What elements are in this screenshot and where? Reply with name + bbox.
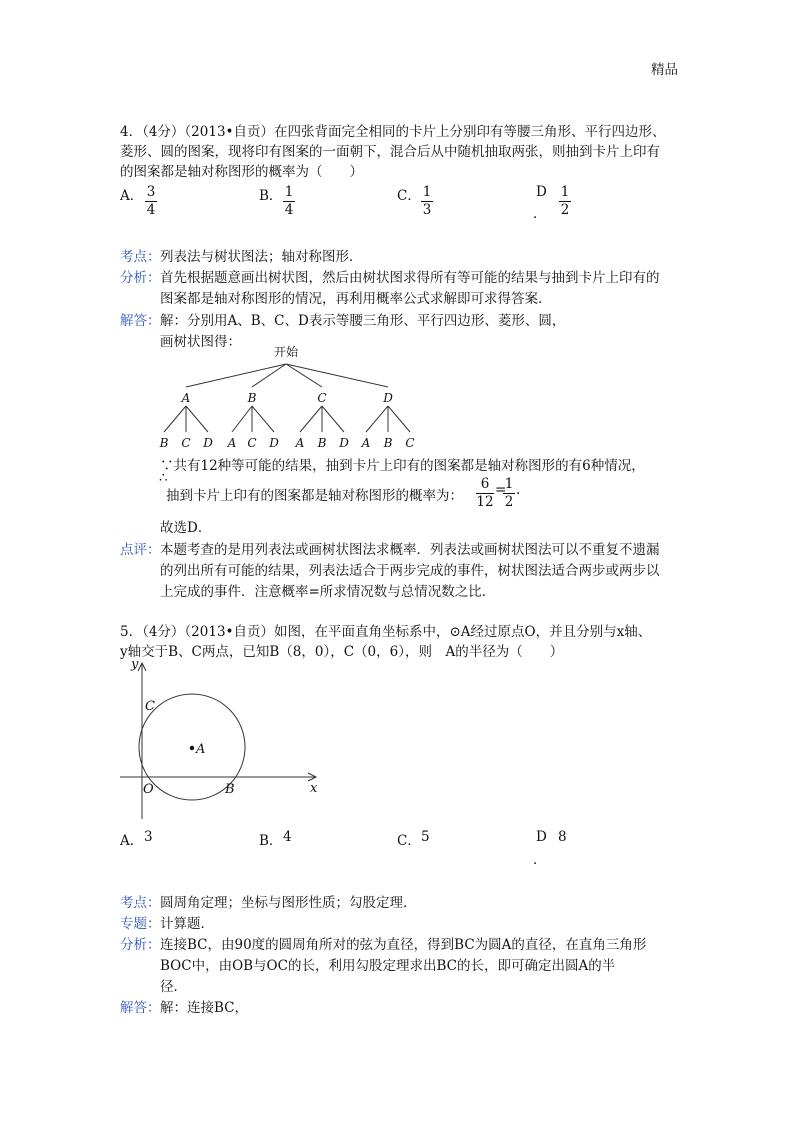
therefore-symbol: ∴ — [159, 470, 168, 486]
option-fraction: 1 2 — [560, 184, 570, 218]
q4-dianping-line-3: 上完成的事件．注意概率=所求情况数与总情况数之比． — [160, 584, 496, 600]
tree-node-d: D — [383, 391, 393, 405]
y-axis-label: y — [131, 657, 139, 672]
tree-leaf: D — [269, 436, 279, 450]
option-dot: ． — [533, 206, 547, 222]
q4-fenxi-line-2: 图案都是轴对称图形的情况，再利用概率公式求解即可求得答案． — [160, 291, 552, 307]
q4-jieda-line-2: 画树状图得： — [160, 334, 241, 350]
tree-node-c: C — [317, 391, 327, 405]
q4-stem-line-3: 的图案都是轴对称图形的概率为（ ） — [120, 164, 363, 180]
q5-fenxi-label: 分析： — [120, 937, 161, 953]
q5-stem-line-2: y轴交于B、C两点，已知B（8，0），C（0，6），则 A的半径为（ ） — [120, 644, 564, 660]
tree-root-label: 开始 — [273, 345, 299, 359]
point-c-label: C — [145, 699, 155, 714]
tree-leaf: B — [159, 436, 169, 450]
prob-fraction-1: 6 12 — [476, 476, 494, 510]
q5-kaodian-label: 考点： — [120, 895, 161, 911]
q4-jieda-label: 解答： — [120, 313, 161, 329]
page-watermark: 精品 — [651, 62, 678, 78]
tree-leaf: C — [405, 436, 415, 450]
q4-kaodian: 列表法与树状图法；轴对称图形． — [160, 249, 363, 265]
tree-leaf: D — [203, 436, 213, 450]
q4-jieda-line-1: 解：分别用A、B、C、D表示等腰三角形、平行四边形、菱形、圆， — [160, 313, 566, 329]
prob-fraction-2: 1 2 — [504, 476, 514, 510]
q5-jieda-label: 解答： — [120, 1000, 161, 1016]
q4-stem-line-2: 菱形、圆的图案，现将印有图案的一面朝下，混合后从中随机抽取两张，则抽到卡片上印有 — [120, 144, 660, 160]
prob-equals: = — [495, 482, 507, 498]
q4-kaodian-label: 考点： — [120, 249, 161, 265]
q4-jieda-line-5: 故选D． — [160, 520, 212, 536]
tree-leaf: A — [227, 436, 237, 450]
q5-jieda: 解：连接BC， — [160, 1000, 249, 1016]
circle-coordinate-figure — [110, 655, 330, 825]
prob-period: . — [516, 482, 521, 498]
point-a-label: A — [196, 742, 206, 757]
q4-jieda-line-4: 抽到卡片上印有的图案都是轴对称图形的概率为： — [166, 488, 463, 504]
q4-dianping-label: 点评： — [120, 542, 161, 558]
tree-leaf: A — [361, 436, 371, 450]
q4-dianping-line-1: 本题考查的是用列表法或画树状图法求概率．列表法或画树状图法可以不重复不遗漏 — [160, 542, 660, 558]
option-fraction: 1 4 — [284, 184, 294, 218]
q5-stem-line-1: 5．（4分）（2013•自贡）如图，在平面直角坐标系中，⊙A经过原点O，并且分别与x轴、 — [120, 624, 652, 640]
tree-node-a: A — [181, 391, 191, 405]
option-fraction: 1 3 — [422, 184, 432, 218]
option-label: C． — [397, 188, 421, 204]
tree-leaf: A — [295, 436, 305, 450]
q4-jieda-line-3: ∵共有12种等可能的结果，抽到卡片上印有的图案都是轴对称图形的有6种情况， — [160, 458, 645, 474]
q4-fenxi-line-1: 首先根据题意画出树状图，然后由树状图求得所有等可能的结果与抽到卡片上印有的 — [160, 270, 660, 286]
q4-fenxi-label: 分析： — [120, 270, 161, 286]
option-value: 8 — [558, 829, 567, 845]
point-b-label: B — [225, 782, 235, 797]
q5-fenxi-line-3: 径． — [160, 979, 187, 995]
option-label: D — [536, 829, 547, 845]
option-label: C． — [397, 833, 421, 849]
tree-leaf: C — [247, 436, 257, 450]
option-value: 4 — [283, 829, 292, 845]
option-label: D — [536, 184, 547, 200]
option-label: A． — [120, 833, 144, 849]
option-value: 5 — [421, 829, 430, 845]
option-label: B． — [259, 188, 283, 204]
x-axis-label: x — [310, 781, 318, 796]
center-point-a — [190, 746, 194, 750]
q4-stem-line-1: 4．（4分）（2013•自贡）在四张背面完全相同的卡片上分别印有等腰三角形、平行四边形、 — [120, 124, 666, 140]
q5-fenxi-line-1: 连接BC，由90度的圆周角所对的弦为直径，得到BC为圆A的直径，在直角三角形 — [160, 937, 647, 953]
option-label: A． — [120, 188, 144, 204]
q5-zhuanti: 计算题． — [160, 916, 214, 932]
q4-dianping-line-2: 的列出所有可能的结果，列表法适合于两步完成的事件，树状图法适合两步或两步以 — [160, 563, 660, 579]
tree-leaf: B — [317, 436, 327, 450]
q5-kaodian: 圆周角定理；坐标与图形性质；勾股定理． — [160, 895, 417, 911]
tree-leaf: B — [383, 436, 393, 450]
tree-diagram — [150, 340, 430, 452]
tree-leaf: C — [181, 436, 191, 450]
option-fraction: 3 4 — [146, 184, 156, 218]
tree-leaf: D — [339, 436, 349, 450]
option-dot: ． — [533, 852, 547, 868]
option-value: 3 — [144, 829, 153, 845]
q5-zhuanti-label: 专题： — [120, 916, 161, 932]
origin-label: O — [143, 782, 154, 797]
tree-node-b: B — [247, 391, 257, 405]
q5-fenxi-line-2: BOC中，由OB与OC的长，利用勾股定理求出BC的长，即可确定出圆A的半 — [160, 958, 616, 974]
tree-edges — [164, 364, 410, 432]
option-label: B． — [259, 833, 283, 849]
